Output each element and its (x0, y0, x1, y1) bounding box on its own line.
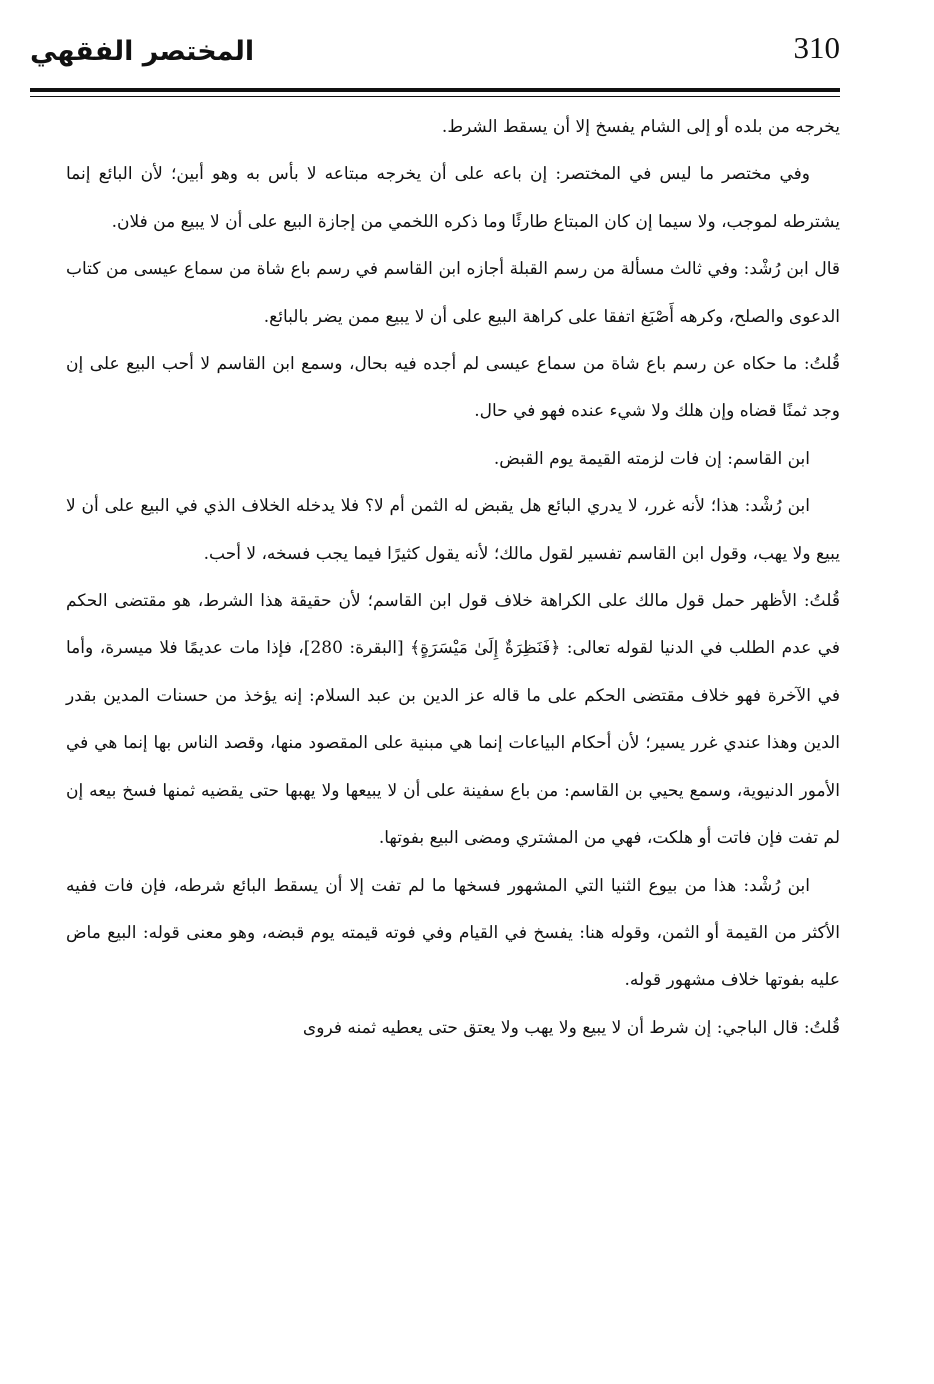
paragraph: قُلتُ: ما حكاه عن رسم باع شاة من سماع عيسى لم أجده فيه بحال، وسمع ابن القاسم لا أحب البيع على إن وجد ثمنًا قضاه وإن هلك ولا شيء عنده فهو في حال. (66, 354, 840, 422)
paragraph: وفي مختصر ما ليس في المختصر: إن باعه على أن يخرجه مبتاعه لا بأس به وهو أبين؛ لأن البائع إنما يشترطه لموجب، ولا سيما إن كان المبتاع طارئًا وما ذكره اللخمي من إجازة البيع على أن لا يبيع من فلان. (66, 164, 840, 232)
paragraph: قُلتُ: الأظهر حمل قول مالك على الكراهة خلاف قول ابن القاسم؛ لأن حقيقة هذا الشرط، هو مقتضى الحكم في عدم الطلب في الدنيا لقوله تعالى: ﴿فَنَظِرَةٌ إِلَىٰ مَيْسَرَةٍ﴾ [البقرة: 280]، فإذا مات عديمًا فلا ميسرة، وأما في الآخرة فهو خلاف مقتضى الحكم على ما قاله عز الدين بن عبد السلام: إنه يؤخذ من حسنات المدين بقدر الدين وهذا عندي غرر يسير؛ لأن أحكام البياعات إنما هي مبنية على المقصود منها، وقصد الناس بها إنما هي في الأمور الدنيوية، وسمع يحيي بن القاسم: من باع سفينة على أن لا يبيعها ولا يهبها حتى يقضيه ثمنها فسخ بيعه إن لم تفت فإن فاتت أو هلكت، فهي من المشتري ومضى البيع بفوتها. (66, 591, 841, 849)
page-header (30, 22, 840, 82)
paragraph: ابن رُشْد: هذا من بيوع الثنيا التي المشهور فسخها ما لم تفت إلا أن يسقط البائع شرطه، فإن فات ففيه الأكثر من القيمة أو الثمن، وقوله هنا: يفسخ في القيام وفي فوته قيمته يوم قبضه، وهو معنى قوله: البيع ماض عليه بفوتها خلاف مشهور قوله. (66, 875, 840, 991)
paragraph: يخرجه من بلده أو إلى الشام يفسخ إلا أن يسقط الشرط. (441, 117, 840, 137)
paragraph: قال ابن رُشْد: وفي ثالث مسألة من رسم القبلة أجازه ابن القاسم في رسم باع شاة من سماع عيسى من كتاب الدعوى والصلح، وكرهه أَصْبَغ اتفقا على كراهة البيع على أن لا يبيع ممن يضر بالبائع. (66, 259, 840, 327)
paragraph: ابن رُشْد: هذا؛ لأنه غرر، لا يدري البائع هل يقبض له الثمن أم لا؟ فلا يدخله الخلاف الذي في البيع على أن لا يبيع ولا يهب، وقول ابن القاسم تفسير لقول مالك؛ لأنه يقول كثيرًا فيما يجب فسخه، لا أحب. (66, 496, 840, 564)
book-title: المختصر الفقهي (30, 36, 255, 67)
header-rule-thick (30, 88, 840, 92)
paragraph: قُلتُ: قال الباجي: إن شرط أن لا يبيع ولا يهب ولا يعتق حتى يعطيه ثمنه فروى (302, 1017, 840, 1038)
body-text (66, 104, 840, 1052)
header-rule-thin (30, 96, 840, 97)
page-number: 310 (793, 30, 840, 65)
paragraph: ابن القاسم: إن فات لزمته القيمة يوم القبض. (493, 448, 810, 469)
